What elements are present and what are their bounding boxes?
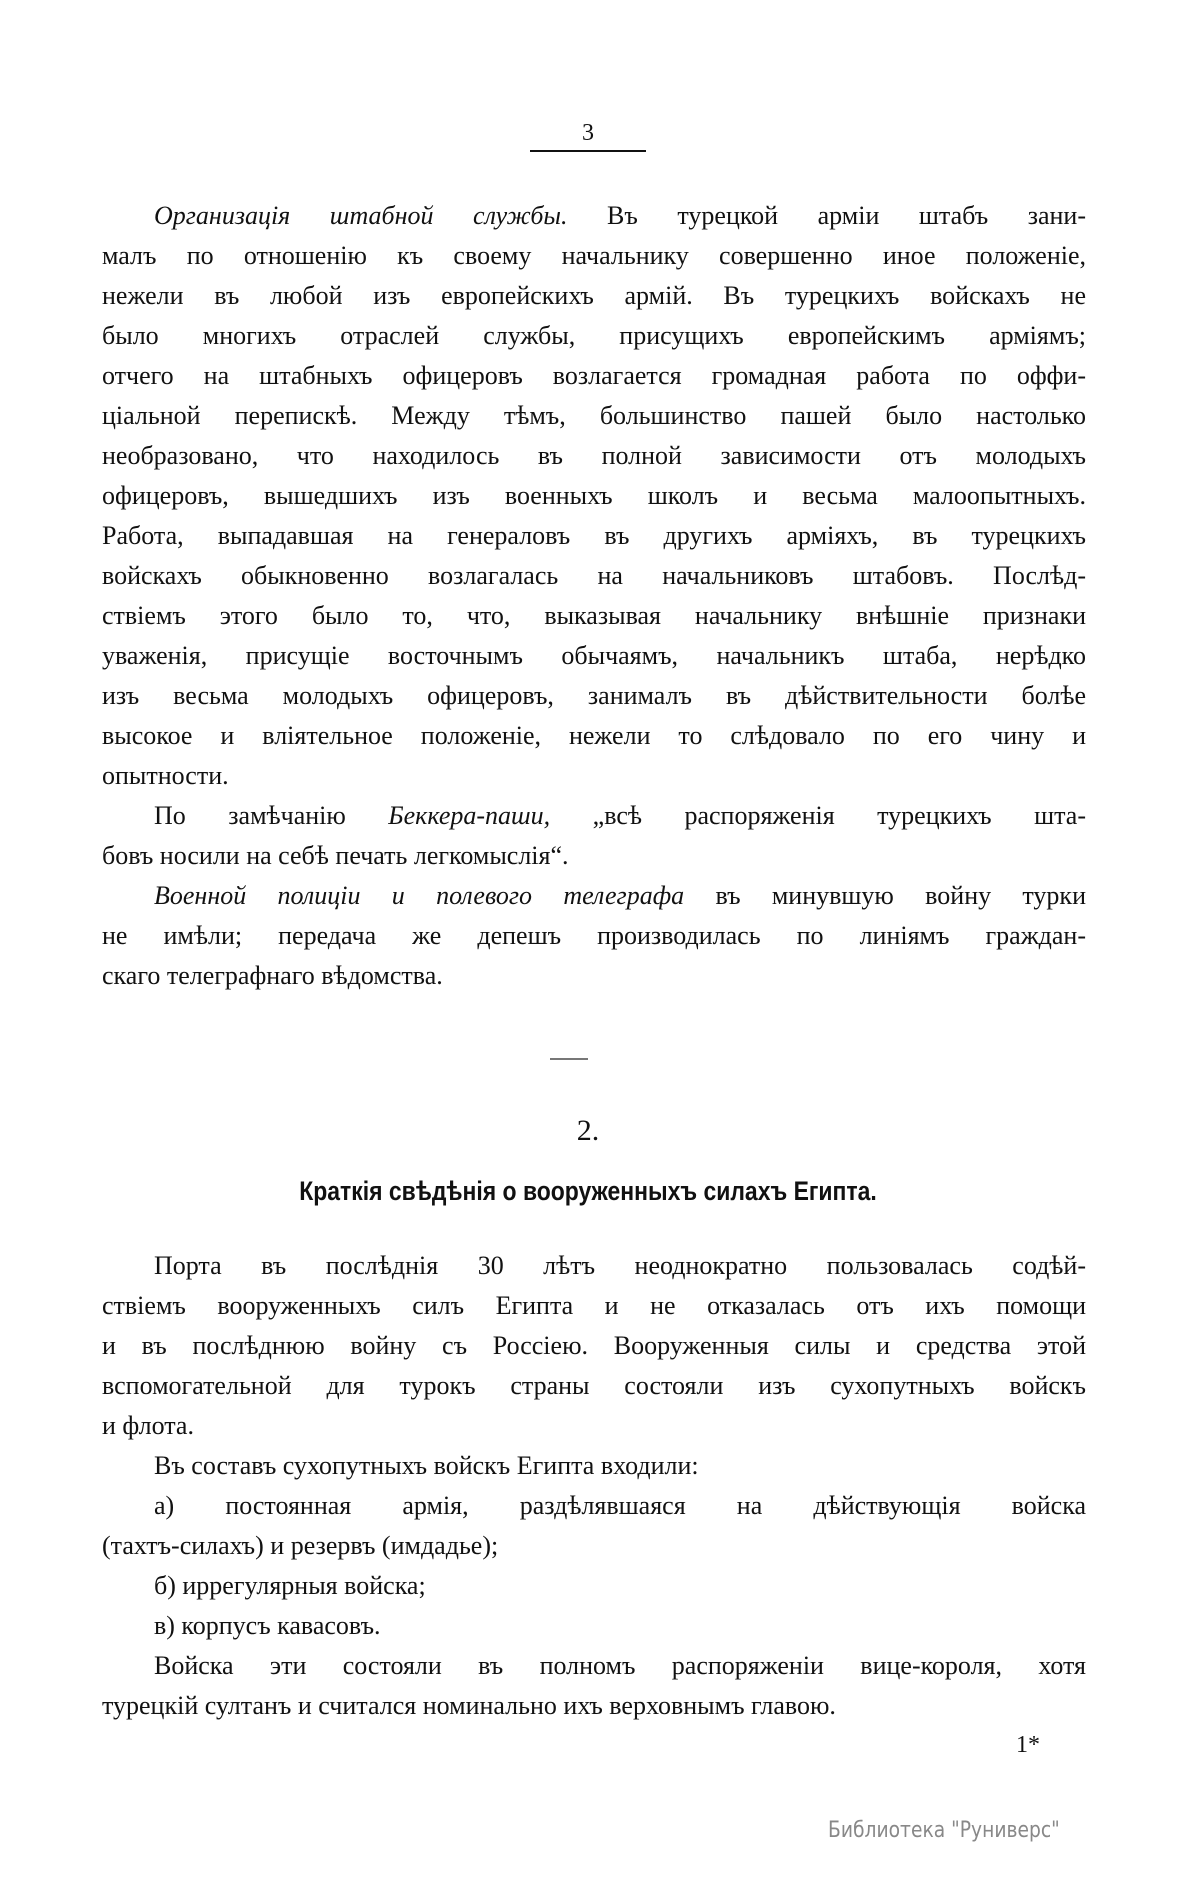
text-line xyxy=(102,1606,1086,1646)
text-segment: турецкій султанъ и считался номинально ихъ верховнымъ главою. xyxy=(102,1691,836,1720)
text-line xyxy=(102,476,1086,516)
text-line xyxy=(102,956,1086,996)
text-line xyxy=(102,1326,1086,1366)
text-segment: отчего на штабныхъ офицеровъ возлагается громадная работа по оффи- xyxy=(102,361,1086,390)
text-line xyxy=(102,1566,1086,1606)
text-segment: ціальной перепискѣ. Между тѣмъ, большинство пашей было настолько xyxy=(102,401,1086,430)
section-2-body xyxy=(102,1246,1086,1726)
text-line xyxy=(102,1446,1086,1486)
text-segment: в) корпусъ кавасовъ. xyxy=(154,1611,381,1640)
text-line xyxy=(102,1526,1086,1566)
text-segment: было многихъ отраслей службы, присущихъ европейскимъ арміямъ; xyxy=(102,321,1086,350)
text-line xyxy=(102,596,1086,636)
text-segment: Въ составъ сухопутныхъ войскъ Египта входили: xyxy=(154,1451,699,1480)
text-line xyxy=(102,276,1086,316)
text-line xyxy=(102,436,1086,476)
text-segment: По замѣчанію xyxy=(154,801,389,830)
section-separator xyxy=(550,1058,588,1060)
text-segment: Въ турецкой арміи штабъ зани- xyxy=(567,201,1086,230)
text-segment: нежели въ любой изъ европейскихъ армій. Въ турецкихъ войскахъ не xyxy=(102,281,1086,310)
text-segment: б) иррегулярныя войска; xyxy=(154,1571,426,1600)
text-line xyxy=(102,796,1086,836)
text-line xyxy=(102,636,1086,676)
text-line xyxy=(102,916,1086,956)
library-watermark: Библиотека "Руниверс" xyxy=(828,1818,1060,1843)
text-line xyxy=(102,556,1086,596)
text-line xyxy=(102,1686,1086,1726)
text-segment: и въ послѣднюю войну съ Россіею. Вооруженныя силы и средства этой xyxy=(102,1331,1086,1360)
text-segment: офицеровъ, вышедшихъ изъ военныхъ школъ и весьма малоопытныхъ. xyxy=(102,481,1086,510)
text-line xyxy=(102,876,1086,916)
text-segment: изъ весьма молодыхъ офицеровъ, занималъ въ дѣйствительности болѣе xyxy=(102,681,1086,710)
text-segment: „всѣ распоряженія турецкихъ шта- xyxy=(550,801,1086,830)
text-line xyxy=(102,516,1086,556)
text-segment: Работа, выпадавшая на генераловъ въ другихъ арміяхъ, въ турецкихъ xyxy=(102,521,1086,550)
italic-text: Военной полиціи и полевого телеграфа xyxy=(154,881,685,910)
text-segment: войскахъ обыкновенно возлагалась на начальниковъ штабовъ. Послѣд- xyxy=(102,561,1086,590)
text-segment: Порта въ послѣднія 30 лѣтъ неоднократно пользовалась содѣй- xyxy=(154,1251,1086,1280)
text-segment: а) постоянная армія, раздѣлявшаяся на дѣйствующія войска xyxy=(154,1491,1086,1520)
text-line xyxy=(102,1486,1086,1526)
section-title: Краткія свѣдѣнія о вооруженныхъ силахъ Египта. xyxy=(299,1176,877,1206)
italic-text: Беккера-паши, xyxy=(388,801,551,830)
text-segment: не имѣли; передача же депешъ производилась по линіямъ граждан- xyxy=(102,921,1086,950)
signature-mark: 1* xyxy=(1016,1732,1040,1758)
text-segment: высокое и вліятельное положеніе, нежели то слѣдовало по его чину и xyxy=(102,721,1086,750)
text-segment: необразовано, что находилось въ полной зависимости отъ молодыхъ xyxy=(102,441,1086,470)
text-segment: бовъ носили на себѣ печать легкомыслія“. xyxy=(102,841,569,870)
text-segment: въ минувшую войну турки xyxy=(684,881,1086,910)
text-line xyxy=(102,316,1086,356)
text-segment: и флота. xyxy=(102,1411,194,1440)
text-line xyxy=(102,1646,1086,1686)
section-number: 2. xyxy=(576,1114,600,1147)
page-number-rule xyxy=(530,150,646,152)
text-line xyxy=(102,756,1086,796)
text-segment: уваженія, присущіе восточнымъ обычаямъ, начальникъ штаба, нерѣдко xyxy=(102,641,1086,670)
text-line xyxy=(102,676,1086,716)
text-line xyxy=(102,196,1086,236)
text-line xyxy=(102,236,1086,276)
text-segment: Войска эти состояли въ полномъ распоряженіи вице-короля, хотя xyxy=(154,1651,1086,1680)
text-line xyxy=(102,836,1086,876)
text-segment: ствіемъ вооруженныхъ силъ Египта и не отказалась отъ ихъ помощи xyxy=(102,1291,1086,1320)
text-segment: ствіемъ этого было то, что, выказывая начальнику внѣшніе признаки xyxy=(102,601,1086,630)
text-segment: вспомогательной для турокъ страны состояли изъ сухопутныхъ войскъ xyxy=(102,1371,1086,1400)
text-line xyxy=(102,1286,1086,1326)
text-segment: скаго телеграфнаго вѣдомства. xyxy=(102,961,443,990)
text-line xyxy=(102,1246,1086,1286)
page-number: 3 xyxy=(582,120,594,146)
text-segment: (тахтъ-силахъ) и резервъ (имдадье); xyxy=(102,1531,499,1560)
section-1-body xyxy=(102,196,1086,996)
italic-text: Организація штабной службы. xyxy=(154,201,568,230)
text-line xyxy=(102,1366,1086,1406)
text-segment: малъ по отношенію къ своему начальнику совершенно иное положеніе, xyxy=(102,241,1086,270)
text-segment: опытности. xyxy=(102,761,229,790)
text-line xyxy=(102,356,1086,396)
text-line xyxy=(102,1406,1086,1446)
text-line xyxy=(102,716,1086,756)
text-line xyxy=(102,396,1086,436)
